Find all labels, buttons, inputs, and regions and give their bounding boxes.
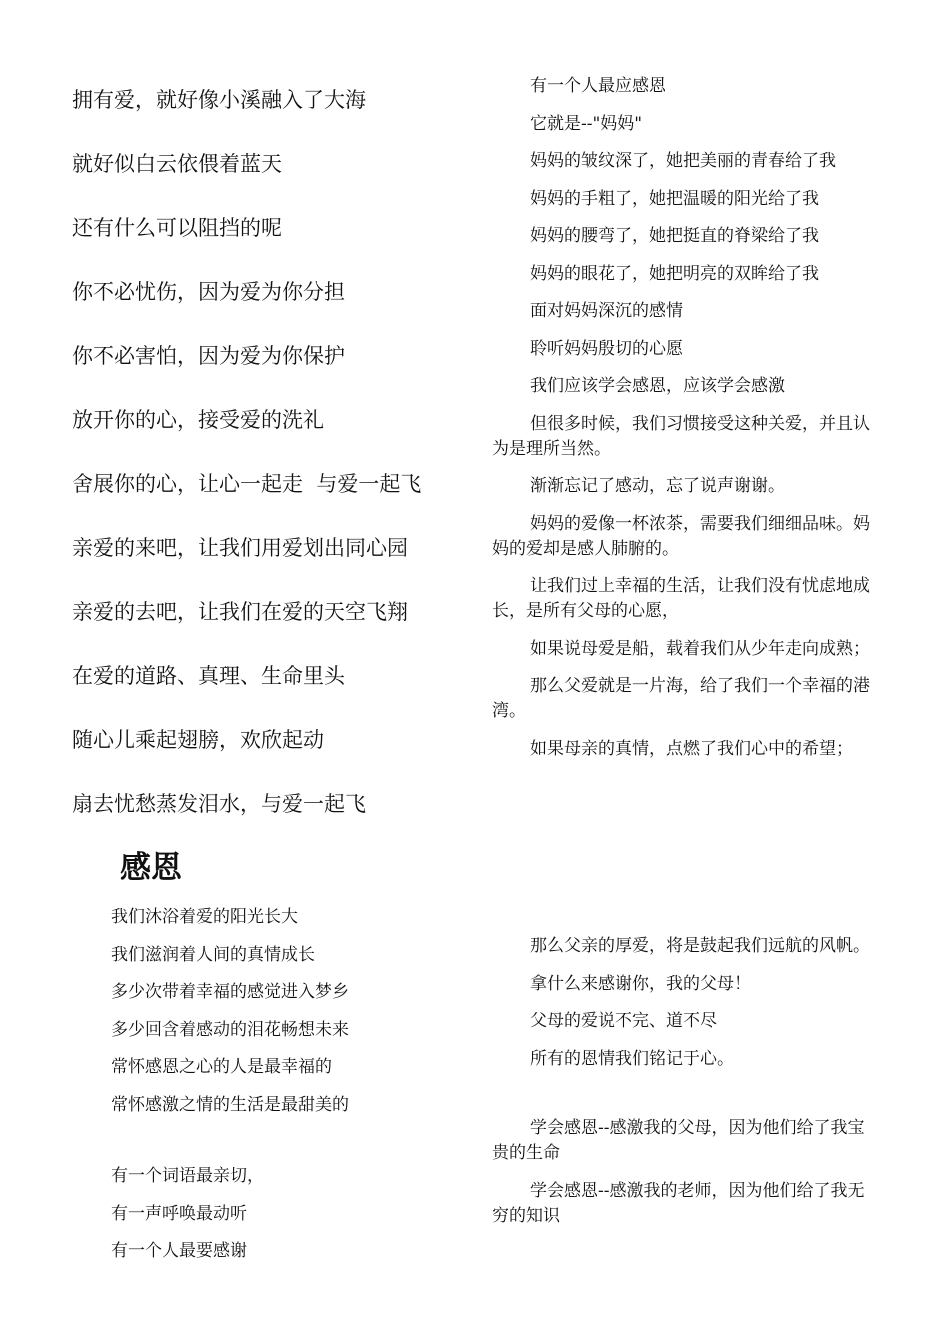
gratitude-line: 我们沐浴着爱的阳光长大 [111,907,298,927]
paragraph-gap [111,1129,451,1163]
gratitude-right-column-top [492,74,876,774]
poem-line: 就好似白云依偎着蓝天 [72,152,282,176]
poem-line: 舍展你的心，让心一起走 与爱一起飞 [72,472,422,496]
gratitude-paragraph: 让我们过上幸福的生活，让我们没有忧虑地成长，是所有父母的心愿， [492,576,870,621]
poem-line: 还有什么可以阻挡的呢 [72,216,282,240]
gratitude-paragraph: 那么父亲的厚爱，将是鼓起我们远航的风帆。 [530,936,870,956]
gratitude-paragraph: 妈妈的皱纹深了，她把美丽的青春给了我 [530,151,836,171]
gratitude-paragraph: 如果说母爱是船，载着我们从少年走向成熟； [530,638,870,659]
gratitude-paragraph: 学会感恩--感激我的老师，因为他们给了我无穷的知识 [492,1180,865,1226]
gratitude-line: 有一声呼唤最动听 [111,1203,247,1224]
gratitude-paragraph: 拿什么来感谢你，我的父母！ [530,973,751,994]
gratitude-paragraph: 所有的恩情我们铭记于心。 [530,1048,734,1069]
gratitude-line: 有一个词语最亲切， [111,1166,264,1186]
gratitude-line: 常怀感激之情的生活是最甜美的 [111,1094,349,1115]
gratitude-paragraph: 妈妈的爱像一杯浓茶，需要我们细细品味。妈妈的爱却是感人肺腑的。 [492,513,870,559]
gratitude-left-column [111,904,451,1276]
poem-line: 在爱的道路、真理、生命里头 [72,664,345,688]
gratitude-paragraph: 聆听妈妈殷切的心愿 [530,338,683,359]
poem-line: 你不必忧伤，因为爱为你分担 [72,280,345,304]
gratitude-line: 多少回含着感动的泪花畅想未来 [111,1019,349,1040]
gratitude-line: 多少次带着幸福的感觉进入梦乡 [111,982,349,1002]
poem-line: 亲爱的来吧，让我们用爱划出同心园 [72,536,408,560]
gratitude-paragraph: 妈妈的手粗了，她把温暖的阳光给了我 [530,188,819,209]
gratitude-paragraph: 有一个人最应感恩 [530,76,666,96]
gratitude-paragraph: 渐渐忘记了感动，忘了说声谢谢。 [530,476,785,496]
gratitude-right-column-bottom [492,934,876,1241]
poem-line: 拥有爱，就好像小溪融入了大海 [72,88,366,112]
gratitude-paragraph: 但很多时候，我们习惯接受这种关爱，并且认为是理所当然。 [492,413,870,459]
gratitude-paragraph: 父母的爱说不完、道不尽 [530,1011,717,1031]
gratitude-paragraph: 那么父爱就是一片海，给了我们一个幸福的港湾。 [492,676,870,721]
gratitude-paragraph: 妈妈的腰弯了，她把挺直的脊梁给了我 [530,226,819,246]
gratitude-line: 我们滋润着人间的真情成长 [111,944,315,965]
paragraph-gap [492,1084,876,1116]
poem-line: 亲爱的去吧，让我们在爱的天空飞翔 [72,600,408,624]
gratitude-paragraph: 如果母亲的真情，点燃了我们心中的希望； [530,738,853,759]
section-heading: 感恩 [120,850,182,886]
poem-line: 你不必害怕，因为爱为你保护 [72,344,345,368]
poem-line: 放开你的心，接受爱的洗礼 [72,408,324,432]
gratitude-line: 常怀感恩之心的人是最幸福的 [111,1057,332,1077]
gratitude-paragraph: 学会感恩--感激我的父母，因为他们给了我宝贵的生命 [492,1118,865,1163]
poem-line: 随心儿乘起翅膀，欢欣起动 [72,728,324,752]
poem-column [72,85,472,853]
gratitude-paragraph: 妈妈的眼花了，她把明亮的双眸给了我 [530,263,819,284]
gratitude-paragraph: 面对妈妈深沉的感情 [530,301,683,321]
gratitude-paragraph: 它就是--"妈妈" [530,113,643,134]
gratitude-line: 有一个人最要感谢 [111,1241,247,1261]
poem-line: 扇去忧愁蒸发泪水，与爱一起飞 [72,792,366,816]
gratitude-paragraph: 我们应该学会感恩，应该学会感激 [530,376,785,396]
